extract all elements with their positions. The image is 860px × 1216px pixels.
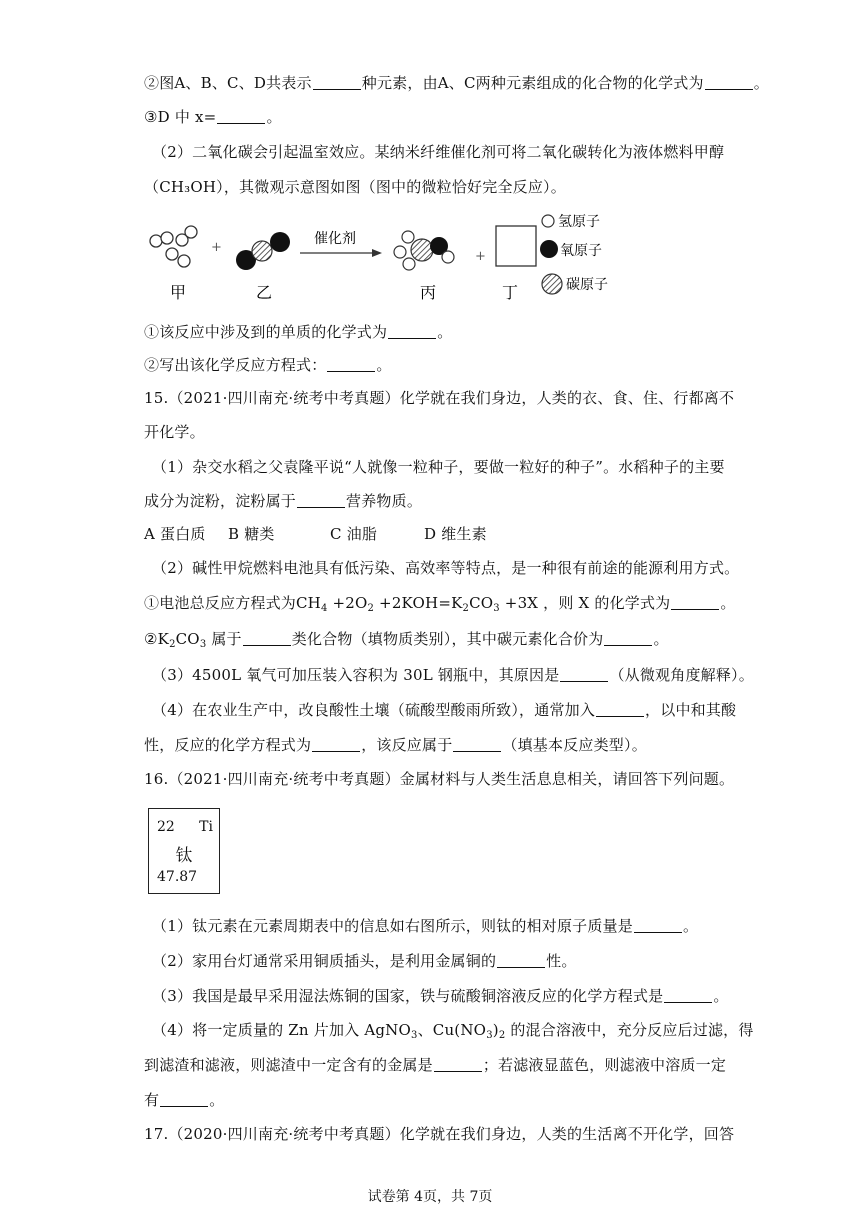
text-line: （4）在农业生产中，改良酸性土壤（硫酸型酸雨所致），通常加入 ，以中和其酸	[152, 701, 737, 719]
answer-blank[interactable]	[160, 1091, 208, 1107]
reaction-diagram	[144, 206, 624, 304]
element-name: 钛	[175, 846, 193, 866]
text-line: $②K_2CO_3$ 属于 类化合物（填物质类别），其中碳元素化合价为 。	[144, 630, 669, 650]
plus-sign: +	[211, 240, 222, 255]
answer-blank[interactable]	[705, 74, 753, 90]
unknown-product-box	[496, 226, 536, 266]
legend-hydrogen: 氢原子	[558, 214, 600, 230]
answer-blank[interactable]	[327, 356, 375, 372]
text-line: （2）家用台灯通常采用铜质插头，是利用金属铜的 性。	[152, 952, 577, 970]
option-a[interactable]: A 蛋白质	[144, 525, 206, 543]
text-line: 到滤渣和滤液，则滤渣中一定含有的金属是 ；若滤液显蓝色，则滤液中溶质一定	[144, 1056, 727, 1074]
question-16: 16.（2021·四川南充·统考中考真题）金属材料与人类生活息息相关，请回答下列问题。	[144, 770, 735, 788]
text-line: ②写出该化学反应方程式： 。	[144, 356, 392, 374]
text-line: （CH₃OH），其微观示意图如图（图中的微粒恰好完全反应）。	[144, 178, 566, 196]
text-line: ①电池总反应方程式为$CH_4 +2O_2 +2KOH=K_2CO_3 +3X$ ，则 X 的化学式为 。	[144, 594, 736, 614]
label-bing: 丙	[420, 283, 437, 302]
answer-blank[interactable]	[388, 323, 436, 339]
text-line: 有 。	[144, 1091, 225, 1109]
legend-oxygen: 氧原子	[560, 243, 602, 259]
answer-blank[interactable]	[453, 736, 501, 752]
question-15: 15.（2021·四川南充·统考中考真题）化学就在我们身边，人类的衣、食、住、行都离不	[144, 389, 735, 407]
atomic-number: 22	[157, 819, 175, 835]
answer-blank[interactable]	[217, 108, 265, 124]
answer-blank[interactable]	[312, 736, 360, 752]
label-ding: 丁	[502, 283, 519, 302]
text-line: 开化学。	[144, 423, 205, 441]
answer-blank[interactable]	[596, 701, 644, 717]
label-jia: 甲	[170, 283, 187, 302]
methanol-molecule	[394, 231, 454, 270]
answer-blank[interactable]	[664, 987, 712, 1003]
answer-blank[interactable]	[297, 492, 345, 508]
answer-blank[interactable]	[313, 74, 361, 90]
titanium-element-card	[148, 808, 220, 894]
text-line: （1）杂交水稻之父袁隆平说“人就像一粒种子，要做一粒好的种子”。水稻种子的主要	[152, 458, 725, 476]
question-17: 17.（2020·四川南充·统考中考真题）化学就在我们身边，人类的生活离不开化学，回答	[144, 1125, 735, 1143]
carbon-atom-icon	[542, 274, 562, 294]
text-line: （1）钛元素在元素周期表中的信息如右图所示，则钛的相对原子质量是 。	[152, 917, 699, 935]
page-footer: 试卷第 4页，共 7页	[367, 1189, 493, 1205]
option-b[interactable]: B 糖类	[228, 525, 275, 543]
answer-blank[interactable]	[434, 1056, 482, 1072]
text-line: （2）二氧化碳会引起温室效应。某纳米纤维催化剂可将二氧化碳转化为液体燃料甲醇	[152, 143, 725, 161]
oxygen-atom-icon	[540, 240, 558, 258]
plus-sign: +	[475, 249, 486, 264]
text-line: 成分为淀粉，淀粉属于 营养物质。	[144, 492, 423, 510]
option-d[interactable]: D 维生素	[424, 525, 487, 543]
label-yi: 乙	[256, 283, 273, 302]
text-line: 性，反应的化学方程式为 ，该反应属于 （填基本反应类型）。	[144, 736, 647, 754]
hydrogen-atom-icon	[542, 215, 554, 227]
atomic-mass: 47.87	[157, 869, 198, 885]
option-c[interactable]: C 油脂	[330, 525, 378, 543]
arrow-head-icon	[372, 249, 382, 257]
answer-blank[interactable]	[497, 952, 545, 968]
answer-blank[interactable]	[604, 630, 652, 646]
text-line: ②图A、B、C、D共表示 种元素，由A、C两种元素组成的化合物的化学式为 。	[144, 74, 769, 92]
hydrogen-molecules	[150, 226, 197, 267]
answer-blank[interactable]	[671, 594, 719, 610]
co2-molecule	[236, 232, 290, 270]
answer-options	[144, 523, 720, 545]
answer-blank[interactable]	[243, 630, 291, 646]
text-line: ①该反应中涉及到的单质的化学式为 。	[144, 323, 453, 341]
text-line: （3）4500L 氧气可加压装入容积为 30L 钢瓶中，其原因是 （从微观角度解释）。	[152, 666, 754, 684]
legend	[540, 214, 608, 294]
text-line: ③D 中 x= 。	[144, 108, 282, 126]
answer-blank[interactable]	[560, 666, 608, 682]
catalyst-label: 催化剂	[314, 231, 356, 247]
answer-blank[interactable]	[634, 917, 682, 933]
text-line: （3）我国是最早采用湿法炼铜的国家，铁与硫酸铜溶液反应的化学方程式是 。	[152, 987, 729, 1005]
text-line: （4）将一定质量的 Zn 片加入 AgNO$_3$、$Cu(NO_3)_2$ 的混合溶液中，充分反应后过滤，得	[152, 1021, 754, 1041]
element-symbol: Ti	[199, 819, 213, 835]
legend-carbon: 碳原子	[566, 277, 608, 293]
text-line: （2）碱性甲烷燃料电池具有低污染、高效率等特点，是一种很有前途的能源利用方式。	[152, 559, 740, 577]
